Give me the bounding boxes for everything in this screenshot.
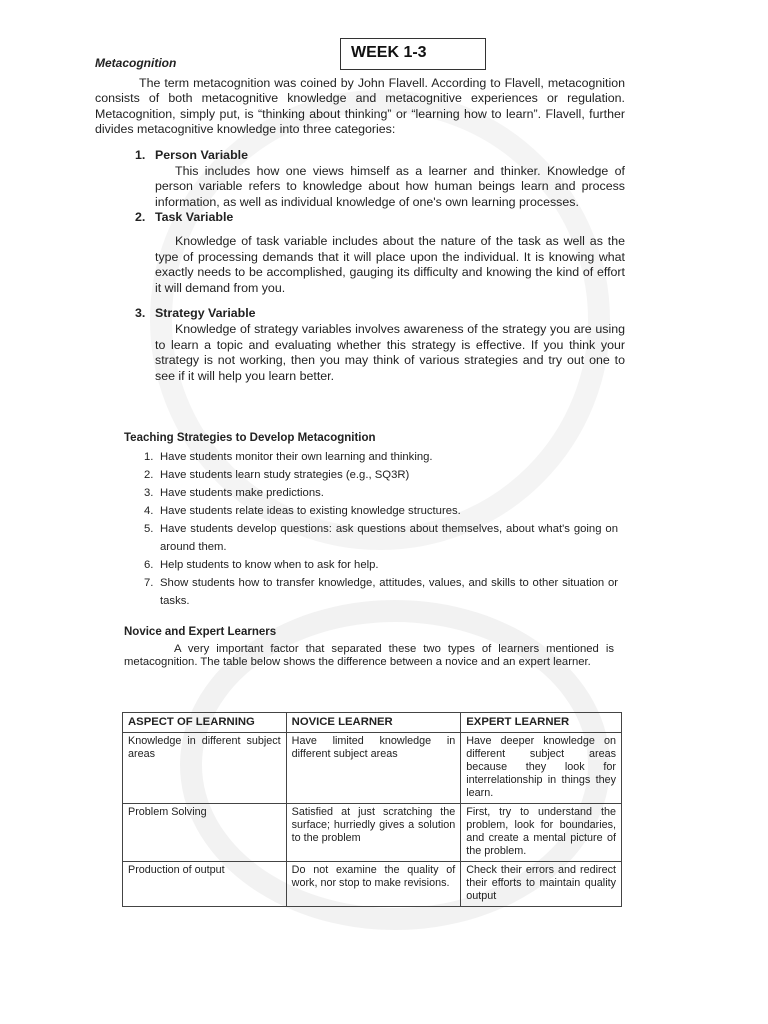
category-item [135,306,625,384]
column-header: EXPERT LEARNER [461,713,622,733]
table-cell: Satisfied at just scratching the surface; hurriedly gives a solution to the problem [286,804,461,862]
category-heading: Task Variable [155,210,234,225]
list-item: 6. Help students to know when to ask for help. [144,559,379,571]
novice-section [124,626,614,669]
novice-heading: Novice and Expert Learners [124,626,277,638]
category-number: 3. [135,306,146,321]
category-item [135,210,625,296]
table-cell: Do not examine the quality of work, nor stop to make revisions. [286,862,461,907]
table-cell: Knowledge in different subject areas [123,733,287,804]
table-header-row [123,713,622,733]
novice-intro: A very important factor that separated these two types of learners mentioned is metacognition. The table below shows the difference between a novice and an expert learner. [124,643,614,668]
column-header: ASPECT OF LEARNING [123,713,287,733]
table-row [123,804,622,862]
list-item: 4. Have students relate ideas to existing knowledge structures. [144,505,461,517]
list-item: 1. Have students monitor their own learning and thinking. [144,451,433,463]
category-body: Knowledge of strategy variables involves awareness of the strategy you are using to learn a topic and evaluating whether this strategy is effective. If you think your strategy is not working, then you may think of various strategies and try out one to see if it will help you learn better. [155,321,625,383]
category-number: 2. [135,210,146,225]
strategies-section [124,432,618,610]
list-item: 7. Show students how to transfer knowledge, attitudes, values, and skills to other situation or tasks. [144,577,618,607]
list-item: 5. Have students develop questions: ask questions about themselves, about what's going on around them. [144,523,618,553]
page-title: Metacognition [95,56,177,70]
comparison-table [122,712,622,907]
category-body: This includes how one views himself as a learner and thinker. Knowledge of person variable refers to knowledge about how human beings learn and process information, as well as individual knowledge of one's own learning processes. [155,163,625,209]
document-body [95,56,625,384]
strategies-list [96,448,618,610]
intro-paragraph: The term metacognition was coined by John Flavell. According to Flavell, metacognition consists of both metacognitive knowledge and metacognitive experiences or regulation. Metacognition, simply put, is “thinking about thinking” or “learning how to learn”. Flavell, further divides metacognitive knowledge into three categories: [95,75,625,137]
table-row [123,862,622,907]
category-heading: Strategy Variable [155,306,256,321]
table-row [123,733,622,804]
column-header: NOVICE LEARNER [286,713,461,733]
list-item: 3. Have students make predictions. [144,487,324,499]
category-body: Knowledge of task variable includes about the nature of the task as well as the type of processing demands that it will place upon the individual. It is knowing what exactly needs to be accomplished, gauging its difficulty and knowing the kind of effort it will demand from you. [155,233,625,295]
week-label: WEEK 1-3 [340,38,486,70]
category-item [135,148,625,210]
table-cell: First, try to understand the problem, look for boundaries, and create a mental picture of the problem. [461,804,622,862]
list-item: 2. Have students learn study strategies (e.g., SQ3R) [144,469,410,481]
table-cell: Have deeper knowledge on different subject areas because they look for interrelationship in things they learn. [461,733,622,804]
strategies-heading: Teaching Strategies to Develop Metacognition [124,432,376,444]
category-heading: Person Variable [155,147,248,162]
table-cell: Problem Solving [123,804,287,862]
table-cell: Have limited knowledge in different subject areas [286,733,461,804]
table-cell: Production of output [123,862,287,907]
table-cell: Check their errors and redirect their efforts to maintain quality output [461,862,622,907]
category-number: 1. [135,147,146,162]
